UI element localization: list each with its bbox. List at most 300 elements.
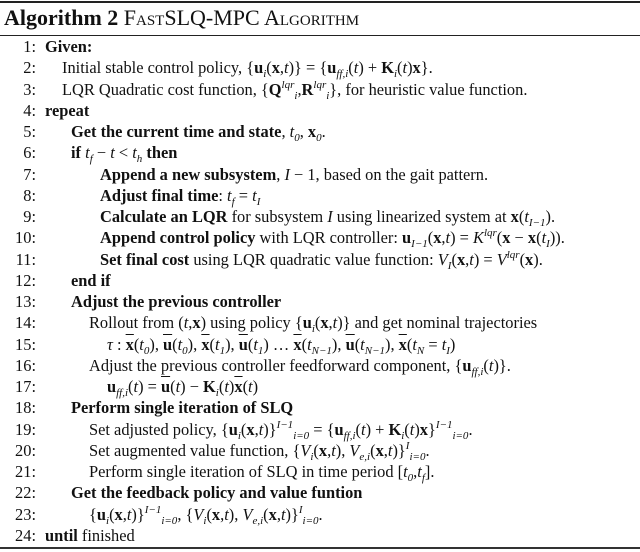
math-segment: i: [203, 514, 207, 527]
algorithm-line: [0, 100, 640, 121]
line-number: 2:: [23, 58, 36, 78]
math-segment: i: [106, 514, 110, 527]
line-text: [89, 355, 511, 376]
text-segment: (: [314, 313, 321, 333]
line-text: [71, 397, 293, 418]
algorithm-line: [0, 397, 640, 418]
algorithm-name: FastSLQ-MPC Algorithm: [123, 5, 360, 30]
line-text: [62, 79, 527, 100]
line-text: [45, 36, 92, 57]
text-segment: (: [266, 58, 272, 78]
math-segment: I−1: [276, 418, 294, 431]
math-segment: $\overline{x}$: [293, 334, 302, 354]
line-number: 24:: [15, 525, 36, 545]
math-segment: N−1: [311, 344, 332, 357]
text-segment: (: [536, 228, 542, 248]
math-segment: x: [375, 440, 384, 460]
algorithm-line: [0, 504, 640, 525]
text-segment: LQR Quadratic cost function, {: [62, 79, 269, 99]
math-segment: i: [237, 429, 241, 442]
line-text: [89, 504, 323, 525]
math-segment: t: [248, 377, 253, 396]
math-segment: x: [510, 207, 519, 226]
math-segment: $\overline{u}$: [163, 334, 173, 354]
text-segment: ,: [188, 313, 193, 333]
math-segment: i: [310, 450, 314, 463]
text-segment: )).: [549, 228, 565, 248]
keyword-text: until: [45, 525, 78, 545]
keyword-text: then: [142, 143, 178, 163]
line-number: 22:: [15, 483, 36, 503]
math-segment: t: [409, 419, 415, 439]
text-segment: )}: [392, 440, 406, 460]
math-segment: x: [456, 249, 466, 269]
text-segment: ,: [465, 249, 470, 269]
text-segment: − 1, based on the gait pattern.: [289, 164, 489, 184]
text-segment: ): [252, 377, 259, 396]
text-segment: (: [301, 334, 308, 354]
math-segment: u: [228, 419, 238, 439]
math-segment: t: [360, 334, 365, 354]
math-segment: x: [114, 504, 123, 524]
keyword-text: Adjust final time: [100, 185, 219, 205]
keyword-text: Append control policy: [100, 228, 256, 248]
math-segment: i=0: [302, 514, 319, 527]
math-segment: t: [224, 377, 229, 396]
math-segment: i: [263, 68, 267, 81]
math-segment: $\overline{u}$: [238, 334, 248, 354]
text-segment: ) …: [263, 334, 294, 354]
text-segment: ).: [533, 249, 543, 269]
text-segment: ),: [385, 334, 399, 354]
math-segment: u: [334, 419, 344, 439]
math-segment: I: [446, 344, 450, 357]
line-number: 14:: [15, 313, 36, 333]
math-segment: $\overline{u}$: [345, 334, 355, 354]
math-segment: t: [488, 355, 494, 375]
math-segment: t: [417, 462, 422, 481]
line-text: [71, 270, 111, 291]
line-text: [45, 525, 135, 546]
math-segment: i=0: [452, 429, 469, 442]
text-segment: ): [449, 334, 456, 354]
algorithm-line: [0, 185, 640, 206]
text-segment: :: [218, 185, 228, 205]
math-segment: N: [416, 344, 425, 357]
keyword-text: Append a new subsystem: [100, 164, 277, 184]
keyword-text: Calculate an LQR: [100, 207, 228, 226]
math-segment: I: [405, 439, 410, 452]
math-segment: t: [307, 334, 312, 354]
math-segment: t: [177, 334, 183, 354]
math-segment: V: [496, 249, 507, 269]
text-segment: ): [407, 58, 413, 78]
algorithm-line: [0, 227, 640, 251]
text-segment: .: [321, 122, 326, 141]
math-segment: t: [175, 377, 181, 396]
math-segment: K: [381, 58, 394, 78]
math-segment: 0: [316, 132, 322, 144]
line-text: [100, 227, 565, 251]
text-segment: ,: [297, 79, 302, 99]
text-segment: ),: [228, 504, 243, 524]
text-segment: Set augmented value function, {: [89, 440, 301, 460]
math-segment: I: [546, 238, 550, 251]
math-segment: t: [132, 143, 137, 163]
text-segment: (: [218, 377, 225, 396]
text-segment: (: [519, 249, 526, 269]
text-segment: ,: [281, 122, 290, 141]
text-segment: )}: [263, 419, 277, 439]
line-number: 18:: [15, 398, 36, 418]
math-segment: x: [502, 228, 511, 248]
text-segment: ) −: [180, 377, 204, 396]
math-segment: V: [437, 249, 448, 269]
text-segment: ,: [383, 440, 388, 460]
math-segment: V: [349, 440, 360, 460]
text-segment: ) +: [358, 58, 382, 78]
math-segment: ff,i: [471, 365, 484, 378]
algorithm-line: [0, 312, 640, 336]
text-segment: (: [206, 504, 212, 524]
text-segment: ,: [220, 504, 225, 524]
keyword-text: end if: [71, 270, 111, 290]
text-segment: ) using policy {: [200, 313, 303, 333]
text-segment: (: [354, 334, 361, 354]
text-segment: :: [112, 334, 126, 354]
bottom-rule: [0, 547, 640, 549]
keyword-text: repeat: [45, 100, 90, 120]
math-segment: t: [445, 228, 451, 248]
text-segment: }, for heuristic value function.: [329, 79, 528, 99]
math-segment: τ: [107, 334, 113, 354]
text-segment: ,: [413, 462, 418, 481]
text-segment: ,: [328, 313, 333, 333]
line-number: 5:: [23, 122, 36, 141]
text-segment: finished: [77, 525, 135, 545]
math-segment: 0: [294, 132, 300, 144]
text-segment: ),: [149, 334, 164, 354]
text-segment: with LQR controller:: [255, 228, 403, 248]
keyword-text: if: [71, 143, 86, 163]
math-segment: i: [326, 89, 330, 102]
text-segment: (: [242, 377, 249, 396]
math-segment: t: [403, 462, 408, 481]
line-text: [100, 164, 488, 185]
math-segment: t: [469, 249, 474, 269]
line-text: [89, 440, 430, 461]
text-segment: , {: [177, 504, 194, 524]
math-segment: t: [524, 207, 529, 226]
math-segment: V: [300, 440, 311, 460]
algorithm-title: [4, 4, 359, 32]
math-segment: x: [318, 440, 328, 460]
math-segment: f: [89, 153, 93, 166]
math-segment: x: [211, 504, 221, 524]
text-segment: ,: [327, 440, 332, 460]
math-segment: t: [227, 185, 232, 205]
text-segment: }: [427, 419, 436, 439]
line-text: [100, 249, 543, 270]
math-segment: t: [402, 58, 408, 78]
text-segment: ) +: [365, 419, 389, 439]
math-segment: t: [387, 440, 393, 460]
math-segment: lqr: [281, 78, 295, 91]
algorithm-line: [0, 270, 640, 291]
text-segment: (: [348, 58, 354, 78]
line-number: 3:: [23, 79, 36, 99]
text-segment: Initial stable control policy, {: [62, 58, 255, 78]
text-segment: .: [318, 504, 323, 524]
math-segment: I: [447, 259, 452, 272]
algorithm-line: [0, 57, 640, 81]
algorithm-line: [0, 206, 640, 227]
math-segment: t: [215, 334, 220, 354]
text-segment: ,: [441, 228, 446, 248]
keyword-text: Adjust the previous controller: [71, 292, 282, 311]
math-segment: K: [473, 228, 484, 248]
math-segment: t: [85, 143, 90, 163]
math-segment: t: [331, 440, 336, 460]
text-segment: (: [427, 228, 434, 248]
math-segment: t: [110, 143, 115, 163]
math-segment: t: [133, 377, 139, 396]
algorithm-label: Algorithm 2: [4, 5, 119, 30]
math-segment: t: [280, 504, 286, 524]
line-text: [89, 461, 434, 482]
text-segment: ,: [299, 122, 308, 141]
algorithm-line: [0, 79, 640, 100]
algorithm-line: [0, 419, 640, 440]
text-segment: )}: [285, 504, 299, 524]
algorithm-line: [0, 440, 640, 461]
text-segment: (: [404, 419, 410, 439]
keyword-text: Get the current time and state: [71, 122, 282, 141]
line-text: [71, 142, 178, 166]
line-number: 17:: [15, 377, 36, 396]
text-segment: (: [370, 440, 376, 460]
math-segment: I: [327, 207, 333, 226]
algorithm-line: [0, 121, 640, 142]
line-number: 16:: [15, 355, 36, 375]
text-segment: ,: [254, 419, 259, 439]
algorithm-line: [0, 142, 640, 166]
math-segment: i: [401, 429, 405, 442]
line-number: 9:: [23, 207, 36, 226]
math-segment: t: [126, 504, 132, 524]
math-segment: x: [433, 228, 442, 248]
math-segment: u: [107, 377, 117, 396]
math-segment: K: [388, 419, 402, 439]
math-segment: x: [412, 58, 421, 78]
math-segment: K: [203, 377, 216, 396]
algorithm-line: [0, 249, 640, 270]
text-segment: ) =: [473, 249, 497, 269]
math-segment: i: [294, 89, 298, 102]
math-segment: e,i: [252, 514, 264, 527]
text-segment: (: [313, 440, 319, 460]
line-number: 13:: [15, 292, 36, 311]
math-segment: I−1: [411, 238, 428, 251]
line-text: [71, 291, 281, 312]
text-segment: ).: [545, 207, 556, 226]
math-segment: t: [253, 334, 258, 354]
math-segment: I: [298, 503, 303, 516]
text-segment: (: [483, 355, 489, 375]
math-segment: $\overline{u}$: [160, 377, 171, 396]
line-number: 11:: [15, 249, 36, 269]
text-segment: (: [397, 58, 403, 78]
math-segment: 0: [407, 472, 414, 484]
line-text: [100, 206, 555, 227]
math-segment: i=0: [409, 450, 426, 463]
math-segment: i: [215, 387, 219, 399]
line-number: 23:: [15, 504, 36, 524]
text-segment: (: [133, 334, 140, 354]
text-segment: −: [92, 143, 111, 163]
math-segment: t: [284, 58, 289, 78]
math-segment: t: [332, 313, 338, 333]
math-segment: u: [327, 58, 337, 78]
math-segment: x: [307, 122, 317, 141]
math-segment: f: [421, 472, 425, 484]
math-segment: u: [402, 228, 412, 248]
math-segment: $\overline{x}$: [234, 377, 243, 396]
math-segment: lqr: [313, 78, 327, 91]
text-segment: (: [170, 377, 176, 396]
math-segment: x: [271, 58, 280, 78]
math-segment: t: [258, 419, 264, 439]
text-segment: −: [510, 228, 528, 248]
text-segment: Adjust the previous controller feedforward component, {: [89, 355, 463, 375]
line-text: [62, 57, 433, 81]
text-segment: ): [414, 419, 420, 439]
text-segment: (: [172, 334, 178, 354]
text-segment: (: [128, 377, 134, 396]
text-segment: ),: [335, 440, 350, 460]
math-segment: I: [284, 164, 290, 184]
line-text: [107, 334, 455, 355]
text-segment: ].: [424, 462, 435, 481]
line-number: 4:: [23, 100, 36, 120]
math-segment: i=0: [293, 429, 310, 442]
text-segment: (: [518, 207, 525, 226]
math-segment: I: [256, 195, 261, 208]
math-segment: 1: [219, 344, 226, 357]
text-segment: = {: [309, 419, 335, 439]
line-text: [107, 376, 258, 397]
math-segment: x: [192, 313, 201, 333]
math-segment: $\overline{x}$: [398, 334, 407, 354]
text-segment: ),: [331, 334, 346, 354]
text-segment: .: [468, 419, 473, 439]
text-segment: )} = {: [288, 58, 328, 78]
math-segment: ff,i: [336, 68, 349, 81]
text-segment: =: [234, 185, 253, 205]
math-segment: t: [183, 313, 189, 333]
math-segment: ff,i: [116, 387, 129, 399]
text-segment: )} and get nominal trajectories: [337, 313, 538, 333]
line-number: 19:: [15, 419, 36, 439]
algorithm-line: [0, 36, 640, 57]
math-segment: x: [419, 419, 428, 439]
math-segment: i: [393, 68, 398, 81]
text-segment: (: [406, 334, 413, 354]
text-segment: (: [247, 334, 254, 354]
text-segment: ) =: [138, 377, 161, 396]
algorithm-line: [0, 525, 640, 546]
text-segment: ),: [187, 334, 202, 354]
math-segment: t: [252, 185, 257, 205]
line-number: 10:: [15, 228, 36, 248]
math-segment: x: [246, 419, 255, 439]
math-segment: t: [353, 58, 359, 78]
math-segment: ff,i: [343, 429, 356, 442]
line-text: [89, 312, 538, 336]
algorithm-line: [0, 164, 640, 185]
line-number: 6:: [23, 143, 36, 163]
text-segment: ),: [225, 334, 239, 354]
text-segment: (: [109, 504, 115, 524]
line-text: [45, 100, 89, 121]
text-segment: =: [424, 334, 442, 354]
text-segment: ,: [276, 164, 285, 184]
math-segment: t: [412, 334, 417, 354]
algorithm-line: [0, 291, 640, 312]
keyword-text: Set final cost: [100, 249, 190, 269]
math-segment: lqr: [506, 248, 520, 261]
math-segment: u: [254, 58, 264, 78]
text-segment: )}.: [493, 355, 511, 375]
text-segment: (: [263, 504, 269, 524]
math-segment: 0: [143, 344, 150, 357]
math-segment: t: [361, 419, 366, 439]
math-segment: t: [441, 334, 447, 354]
math-segment: x: [268, 504, 277, 524]
line-number: 21:: [15, 462, 36, 481]
line-number: 1:: [23, 37, 36, 56]
line-number: 8:: [23, 185, 36, 205]
line-text: [100, 185, 260, 206]
keyword-text: Given:: [45, 37, 93, 56]
text-segment: (: [355, 419, 361, 439]
text-segment: Set adjusted policy, {: [89, 419, 229, 439]
math-segment: I−1: [144, 503, 162, 516]
line-text: [89, 419, 473, 440]
algorithm-body: [0, 36, 640, 546]
text-segment: Rollout from (: [89, 313, 184, 333]
math-segment: u: [462, 355, 472, 375]
line-text: [71, 482, 362, 503]
math-segment: h: [136, 153, 143, 166]
line-number: 15:: [15, 334, 36, 354]
math-segment: N−1: [364, 344, 385, 357]
algorithm-line: [0, 355, 640, 376]
math-segment: i=0: [161, 514, 178, 527]
text-segment: using linearized system at: [332, 207, 511, 226]
math-segment: x: [320, 313, 329, 333]
text-segment: (: [240, 419, 247, 439]
math-segment: I−1: [528, 217, 546, 229]
algorithm-line: [0, 376, 640, 397]
line-text: [71, 121, 326, 142]
text-segment: ,: [279, 58, 285, 78]
math-segment: f: [231, 195, 235, 208]
math-segment: $\overline{x}$: [125, 334, 134, 354]
math-segment: lqr: [483, 227, 497, 240]
text-segment: ): [228, 377, 235, 396]
text-segment: Perform single iteration of SLQ in time period [: [89, 462, 404, 481]
